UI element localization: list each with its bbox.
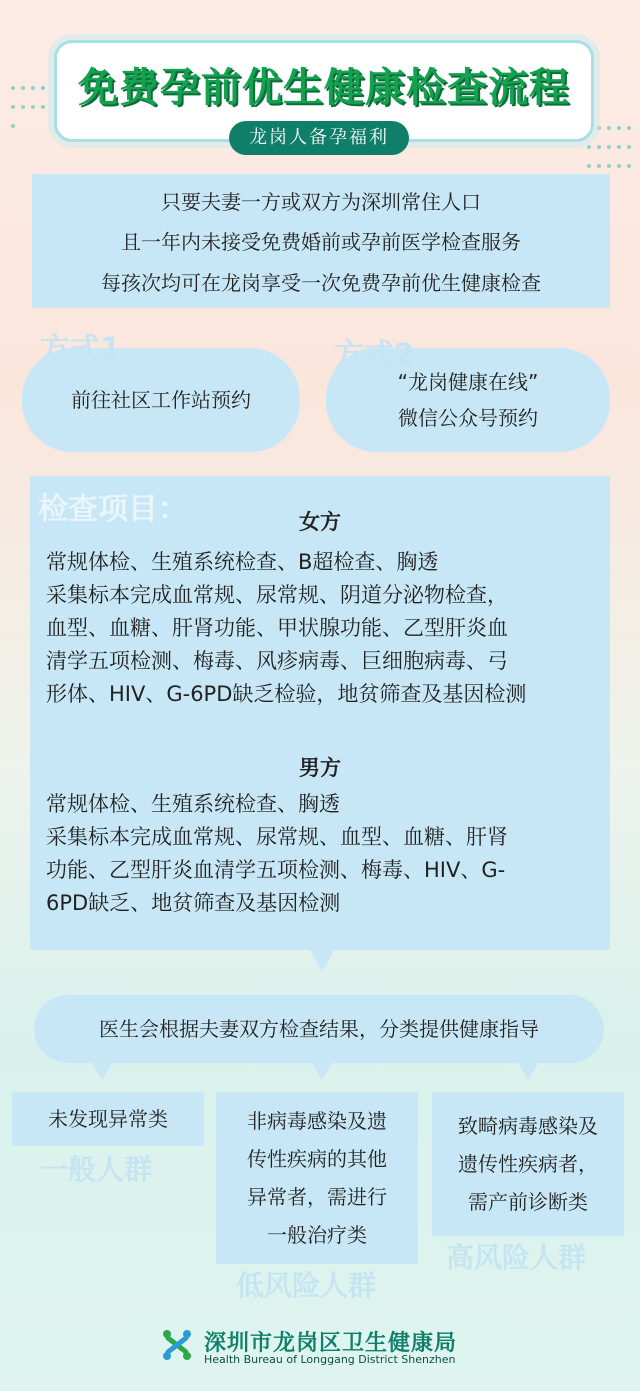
- method-1-text: 前往社区工作站预约: [71, 388, 251, 412]
- female-item-line: 常规体检、生殖系统检查、B超检查、胸透: [46, 550, 439, 574]
- method-2-text: “龙岗健康在线”: [397, 370, 539, 394]
- method-2-text: 微信公众号预约: [398, 406, 538, 430]
- male-items-list: [46, 788, 508, 920]
- intro-panel: [32, 174, 610, 308]
- male-item-line: 6PD缺乏、地贫筛查及基因检测: [46, 891, 341, 915]
- category-high-risk-label: 高风险人群: [446, 1241, 587, 1274]
- category-high-risk-card: [432, 1092, 624, 1236]
- female-item-line: 血型、血糖、肝肾功能、甲状腺功能、乙型肝炎血: [46, 616, 508, 640]
- female-section-title: 女方: [299, 510, 341, 534]
- female-item-line: 形体、HIV、G-6PD缺乏检验，地贫筛查及基因检测: [46, 682, 527, 706]
- category-low-risk-text: 异常者，需进行: [247, 1185, 387, 1209]
- subtitle-badge: 龙岗人备孕福利: [229, 121, 409, 155]
- category-general-label: 一般人群: [40, 1153, 153, 1186]
- male-section-title: 男方: [299, 756, 341, 780]
- doctor-pointer-middle: [310, 1060, 334, 1080]
- female-item-line: 采集标本完成血常规、尿常规、阴道分泌物检查，: [46, 583, 508, 607]
- method-1-label: 方式1: [40, 332, 121, 367]
- category-high-risk-text: 致畸病毒感染及: [458, 1114, 598, 1138]
- footer-org-name-en: Health Bureau of Longgang District Shenzhen: [204, 1353, 456, 1366]
- decorative-dots-left: [8, 78, 48, 135]
- exam-items-label: 检查项目：: [38, 492, 188, 527]
- category-low-risk-text: 传性疾病的其他: [247, 1147, 387, 1171]
- male-item-line: 常规体检、生殖系统检查、胸透: [46, 792, 340, 816]
- intro-line: 每孩次均可在龙岗享受一次免费孕前优生健康检查: [101, 271, 541, 296]
- method-2-label: 方式2: [334, 338, 415, 373]
- doctor-note: 医生会根据夫妻双方检查结果，分类提供健康指导: [34, 995, 604, 1063]
- category-high-risk-text: 需产前诊断类: [468, 1190, 588, 1214]
- intro-line: 只要夫妻一方或双方为深圳常住人口: [161, 189, 481, 214]
- intro-line: 且一年内未接受免费婚前或孕前医学检查服务: [121, 230, 521, 255]
- category-low-risk-label: 低风险人群: [236, 1269, 377, 1302]
- people-logo-icon: [160, 1328, 194, 1362]
- footer-org-name: 深圳市龙岗区卫生健康局: [204, 1331, 458, 1356]
- doctor-pointer-left: [90, 1060, 114, 1080]
- category-low-risk-text: 一般治疗类: [267, 1223, 367, 1247]
- category-low-risk-card: [216, 1092, 418, 1264]
- category-general-text: 未发现异常类: [48, 1107, 168, 1131]
- male-item-line: 功能、乙型肝炎血清学五项检测、梅毒、HIV、G-: [46, 858, 506, 882]
- items-pointer: [310, 950, 334, 972]
- category-high-risk-text: 遗传性疾病者，: [458, 1152, 598, 1176]
- male-item-line: 采集标本完成血常规、尿常规、血型、血糖、肝肾: [46, 825, 508, 849]
- page-title: 免费孕前优生健康检查流程: [78, 65, 570, 111]
- category-low-risk-text: 非病毒感染及遗: [247, 1109, 387, 1133]
- category-general-card: [12, 1092, 204, 1146]
- doctor-pointer-right: [516, 1060, 540, 1080]
- female-item-line: 清学五项检测、梅毒、风疹病毒、巨细胞病毒、弓: [46, 649, 508, 673]
- female-items-list: [46, 546, 526, 711]
